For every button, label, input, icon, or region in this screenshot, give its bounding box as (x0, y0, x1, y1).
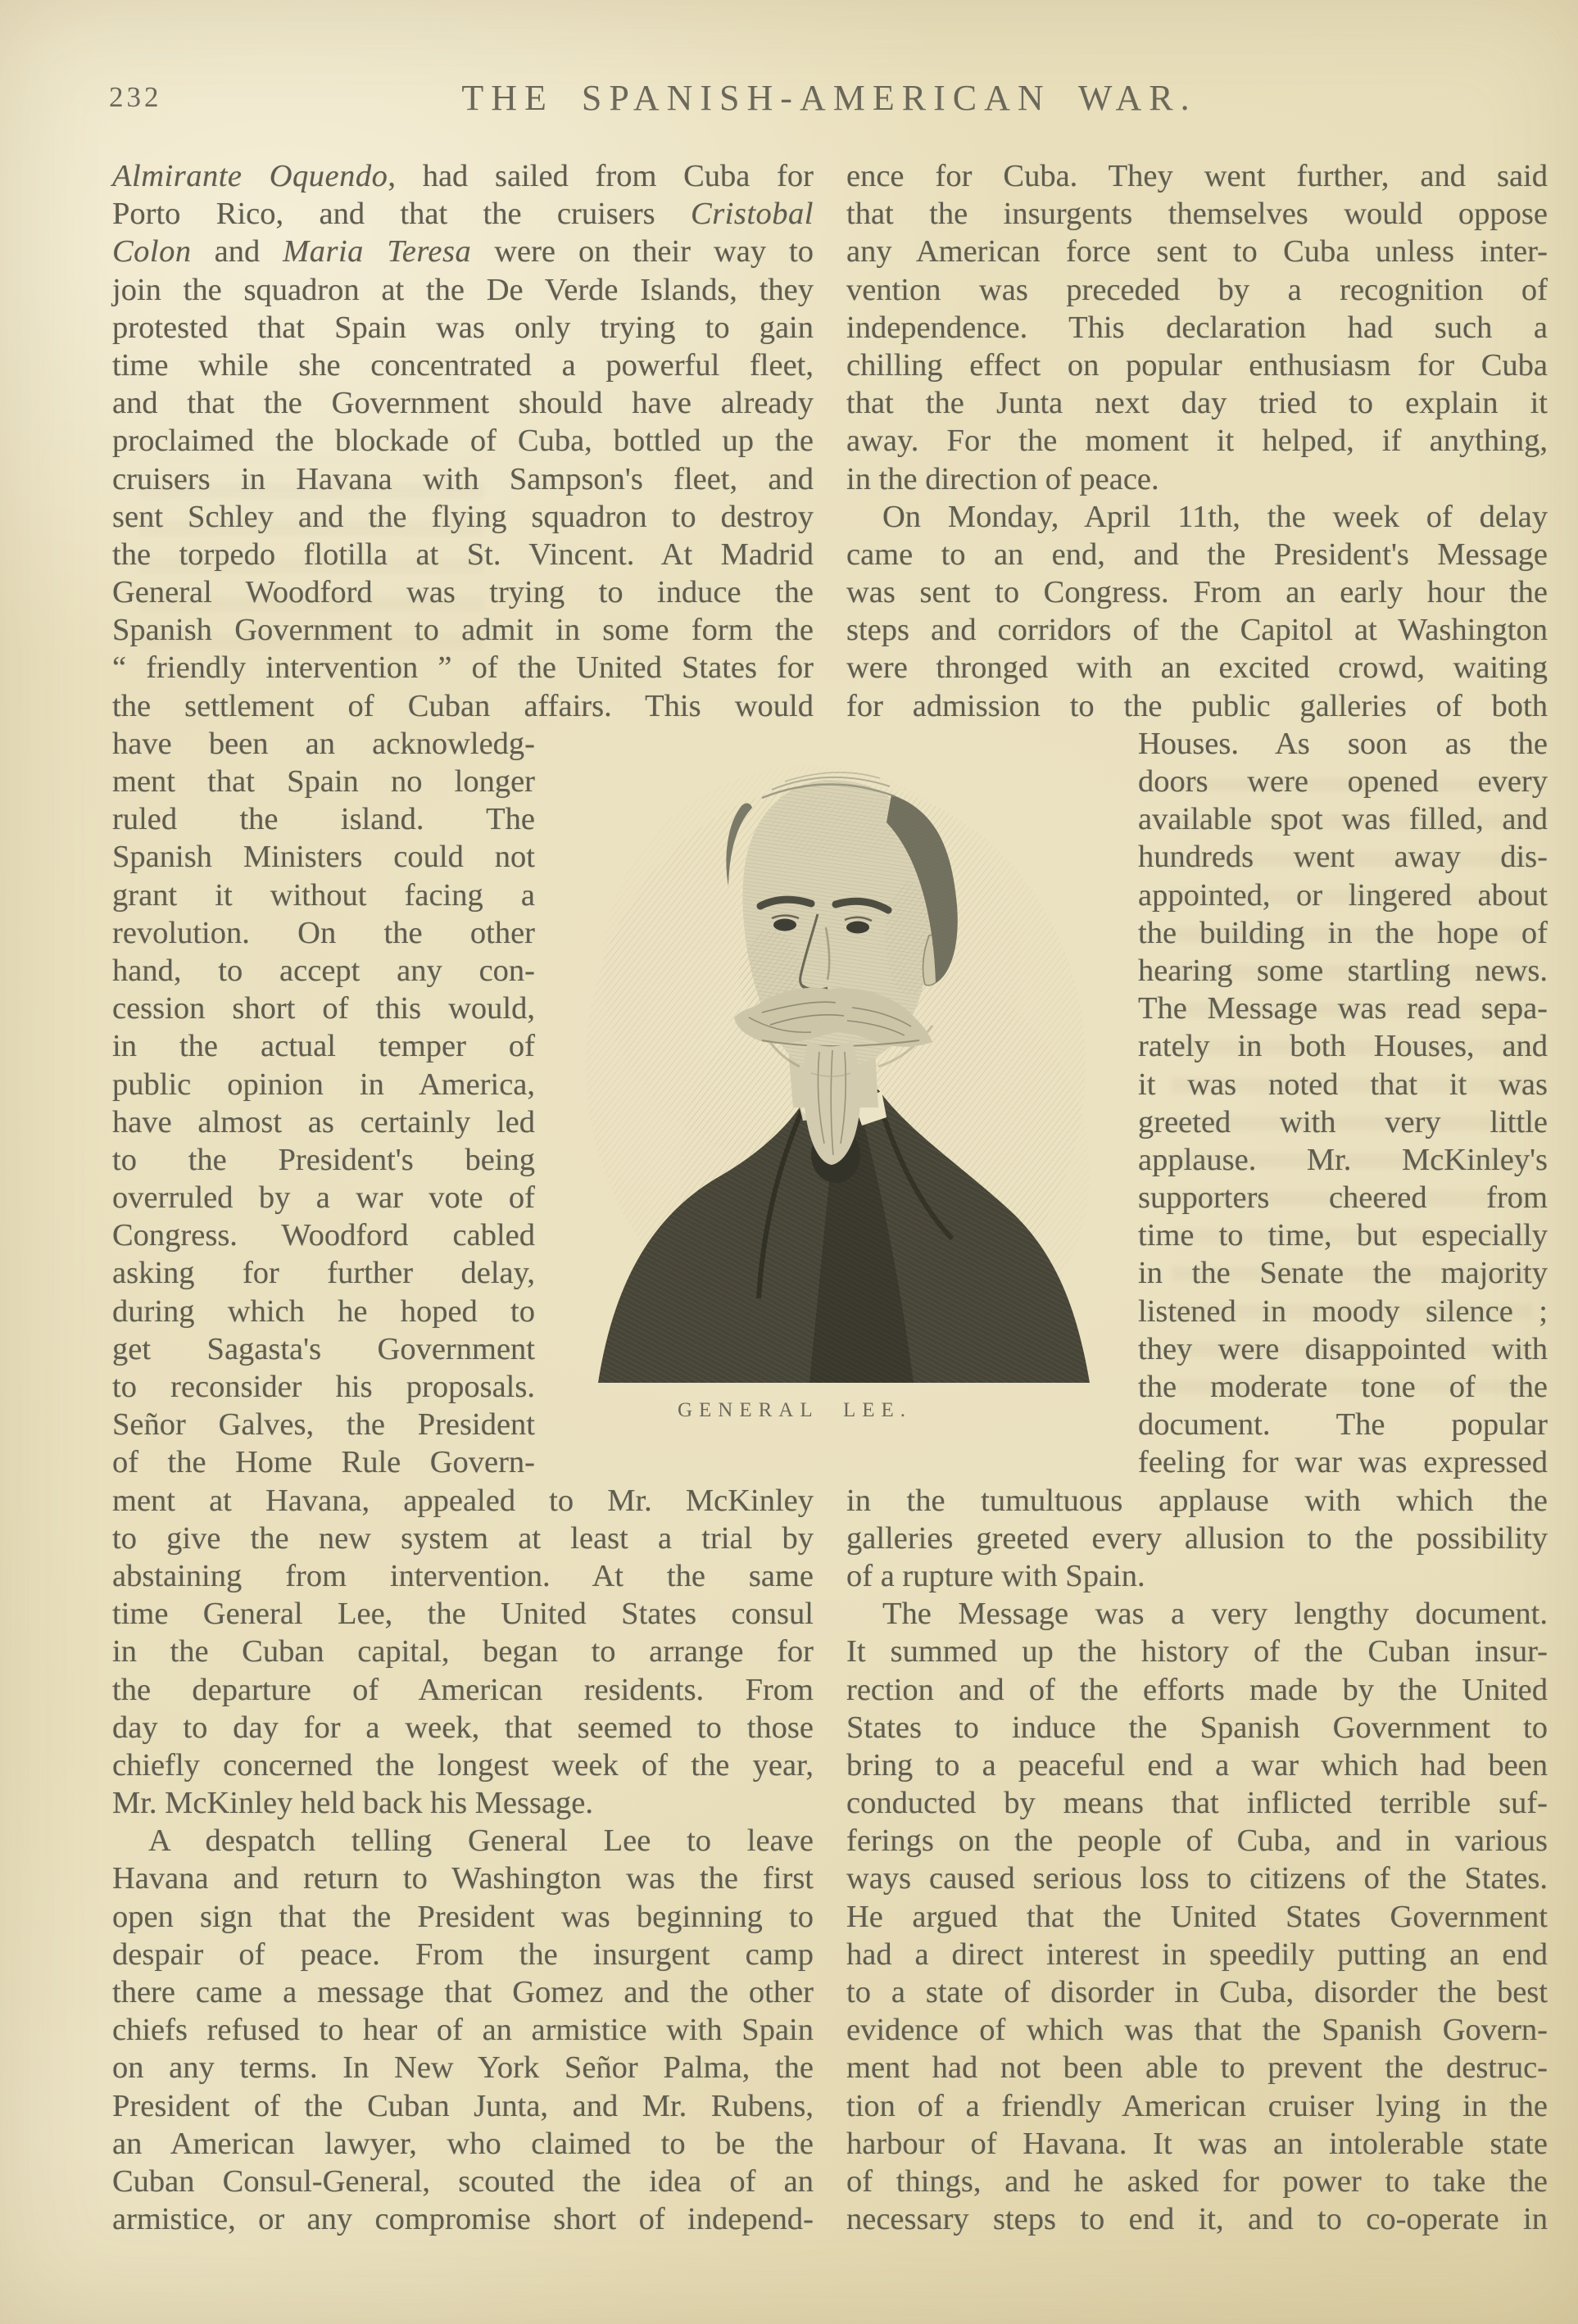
text-line: time while she concentrated a powerful fleet, (112, 347, 814, 383)
text-line: applause. Mr. McKinley's (1138, 1142, 1548, 1177)
text-line: necessary steps to end it, and to co-operate in (846, 2202, 1548, 2237)
text-line: that the Junta next day tried to explain it (846, 386, 1548, 421)
portrait-caption: GENERAL LEE. (677, 1399, 913, 1421)
text-line: it was noted that it was (1138, 1067, 1548, 1102)
text-line: hearing some startling news. (1138, 953, 1548, 988)
text-line: during which he hoped to (112, 1293, 535, 1329)
text-line: harbour of Havana. It was an intolerable state (846, 2126, 1548, 2161)
text-line: document. The popular (1138, 1407, 1548, 1443)
text-line: Cuban Consul-General, scouted the idea of an (112, 2163, 814, 2199)
text-line: join the squadron at the De Verde Islands, they (112, 272, 814, 307)
text-line: for admission to the public galleries of both (846, 688, 1548, 723)
text-line: open sign that the President was beginning to (112, 1899, 814, 1934)
text-line: Colon and Maria Teresa were on their way to (112, 234, 814, 270)
text-line: available spot was filled, and (1138, 802, 1548, 837)
text-line: to the President's being (112, 1142, 535, 1177)
text-line: Congress. Woodford cabled (112, 1218, 535, 1253)
text-line: The Message was a very lengthy document. (882, 1597, 1548, 1632)
text-line: He argued that the United States Government (846, 1899, 1548, 1934)
text-line: greeted with very little (1138, 1104, 1548, 1139)
text-line: appointed, or lingered about (1138, 877, 1548, 913)
text-line: they were disappointed with (1138, 1331, 1548, 1366)
text-line: Almirante Oquendo, had sailed from Cuba for (112, 159, 814, 193)
text-line: Havana and return to Washington was the first (112, 1861, 814, 1896)
text-line: supporters cheered from (1138, 1180, 1548, 1216)
text-line: an American lawyer, who claimed to be the (112, 2126, 814, 2161)
text-line: tion of a friendly American cruiser lying in the (846, 2088, 1548, 2123)
text-line: time General Lee, the United States consul (112, 1597, 814, 1632)
text-line: Houses. As soon as the (1138, 726, 1548, 761)
text-line: chiefs refused to hear of an armistice with Spain (112, 2013, 814, 2048)
text-line: A despatch telling General Lee to leave (148, 1823, 814, 1859)
text-line: day to day for a week, that seemed to those (112, 1710, 814, 1745)
text-line: in the Senate the majority (1138, 1256, 1548, 1291)
page-title: THE SPANISH-AMERICAN WAR. (461, 78, 1197, 118)
text-line: in the actual temper of (112, 1029, 535, 1064)
text-line: revolution. On the other (112, 915, 535, 950)
text-line: the departure of American residents. From (112, 1672, 814, 1707)
text-line: ferings on the people of Cuba, and in various (846, 1823, 1548, 1859)
text-line: of a rupture with Spain. (846, 1558, 1145, 1593)
text-line: Porto Rico, and that the cruisers Cristobal (112, 197, 814, 232)
text-line: the moderate tone of the (1138, 1370, 1548, 1404)
text-line: sent Schley and the flying squadron to destroy (112, 499, 814, 534)
text-line: to give the new system at least a trial by (112, 1520, 814, 1556)
text-line: despair of peace. From the insurgent camp (112, 1937, 814, 1972)
text-line: the building in the hope of (1138, 915, 1548, 950)
text-line: proclaimed the blockade of Cuba, bottled up the (112, 424, 814, 459)
page-number: 232 (109, 81, 162, 113)
text-line: time to time, but especially (1138, 1218, 1548, 1253)
text-line: ment that Spain no longer (112, 764, 535, 799)
text-line: grant it without facing a (112, 877, 535, 913)
text-line: ment had not been able to prevent the destruc- (846, 2050, 1548, 2086)
text-line: “ friendly intervention ” of the United States for (112, 650, 814, 686)
text-line: rately in both Houses, and (1138, 1029, 1548, 1064)
text-line: overruled by a war vote of (112, 1180, 535, 1216)
text-line: bring to a peaceful end a war which had been (846, 1747, 1548, 1783)
text-line: States to induce the Spanish Government to (846, 1710, 1548, 1745)
text-line: Mr. McKinley held back his Message. (112, 1786, 594, 1821)
text-line: Spanish Government to admit in some form the (112, 613, 814, 648)
text-line: of things, and he asked for power to take the (846, 2163, 1548, 2199)
text-line: the torpedo flotilla at St. Vincent. At Madrid (112, 537, 814, 572)
text-line: doors were opened every (1138, 764, 1548, 799)
text-line: the settlement of Cuban affairs. This would (112, 688, 814, 723)
text-line: President of the Cuban Junta, and Mr. Rubens, (112, 2088, 814, 2123)
text-line: feeling for war was expressed (1138, 1445, 1548, 1480)
text-line: had a direct interest in speedily putting an end (846, 1937, 1548, 1972)
text-line: ways caused serious loss to citizens of the States. (846, 1861, 1548, 1896)
text-line: hand, to accept any con- (112, 953, 535, 988)
text-line: steps and corridors of the Capitol at Washington (846, 613, 1548, 648)
text-line: and that the Government should have already (112, 386, 814, 421)
general-lee-engraving (565, 729, 1098, 1393)
text-line: in the direction of peace. (846, 461, 1159, 496)
text-line: were thronged with an excited crowd, waiting (846, 650, 1548, 686)
text-line: armistice, or any compromise short of independ- (112, 2202, 814, 2237)
text-line: there came a message that Gomez and the other (112, 1975, 814, 2009)
text-line: chiefly concerned the longest week of the year, (112, 1747, 814, 1783)
text-line: to a state of disorder in Cuba, disorder the best (846, 1975, 1548, 2009)
text-line: independence. This declaration had such a (846, 310, 1548, 345)
text-line: General Woodford was trying to induce the (112, 575, 814, 610)
text-line: vention was preceded by a recognition of (846, 272, 1548, 307)
text-line: It summed up the history of the Cuban insur- (846, 1634, 1548, 1669)
text-line: was sent to Congress. From an early hour the (846, 575, 1548, 610)
text-line: protested that Spain was only trying to gain (112, 310, 814, 345)
text-line: asking for further delay, (112, 1256, 535, 1291)
text-line: get Sagasta's Government (112, 1331, 535, 1366)
text-line: galleries greeted every allusion to the possibility (846, 1520, 1548, 1556)
text-line: chilling effect on popular enthusiasm for Cuba (846, 347, 1548, 383)
text-line: that the insurgents themselves would oppose (846, 197, 1548, 232)
text-line: On Monday, April 11th, the week of delay (882, 499, 1548, 534)
text-line: ence for Cuba. They went further, and said (846, 159, 1548, 193)
text-line: in the Cuban capital, began to arrange for (112, 1634, 814, 1669)
text-line: have been an acknowledg- (112, 726, 535, 761)
text-line: Señor Galves, the President (112, 1407, 535, 1443)
text-line: have almost as certainly led (112, 1104, 535, 1139)
text-line: The Message was read sepa- (1138, 991, 1548, 1026)
text-line: of the Home Rule Govern- (112, 1445, 535, 1480)
text-line: away. For the moment it helped, if anything, (846, 424, 1548, 459)
text-line: evidence of which was that the Spanish Govern- (846, 2013, 1548, 2048)
text-line: ruled the island. The (112, 802, 535, 837)
text-line: listened in moody silence ; (1138, 1293, 1548, 1329)
text-line: came to an end, and the President's Message (846, 537, 1548, 572)
text-line: to reconsider his proposals. (112, 1370, 535, 1404)
text-line: conducted by means that inflicted terrible suf- (846, 1786, 1548, 1821)
text-line: in the tumultuous applause with which the (846, 1483, 1548, 1518)
text-line: rection and of the efforts made by the United (846, 1672, 1548, 1707)
text-line: cession short of this would, (112, 991, 535, 1026)
text-line: public opinion in America, (112, 1067, 535, 1102)
text-line: cruisers in Havana with Sampson's fleet, and (112, 461, 814, 496)
text-line: Spanish Ministers could not (112, 840, 535, 875)
text-line: abstaining from intervention. At the same (112, 1558, 814, 1593)
text-line: ment at Havana, appealed to Mr. McKinley (112, 1483, 814, 1518)
text-line: hundreds went away dis- (1138, 840, 1548, 875)
text-line: on any terms. In New York Señor Palma, the (112, 2050, 814, 2086)
text-line: any American force sent to Cuba unless inter- (846, 234, 1548, 270)
